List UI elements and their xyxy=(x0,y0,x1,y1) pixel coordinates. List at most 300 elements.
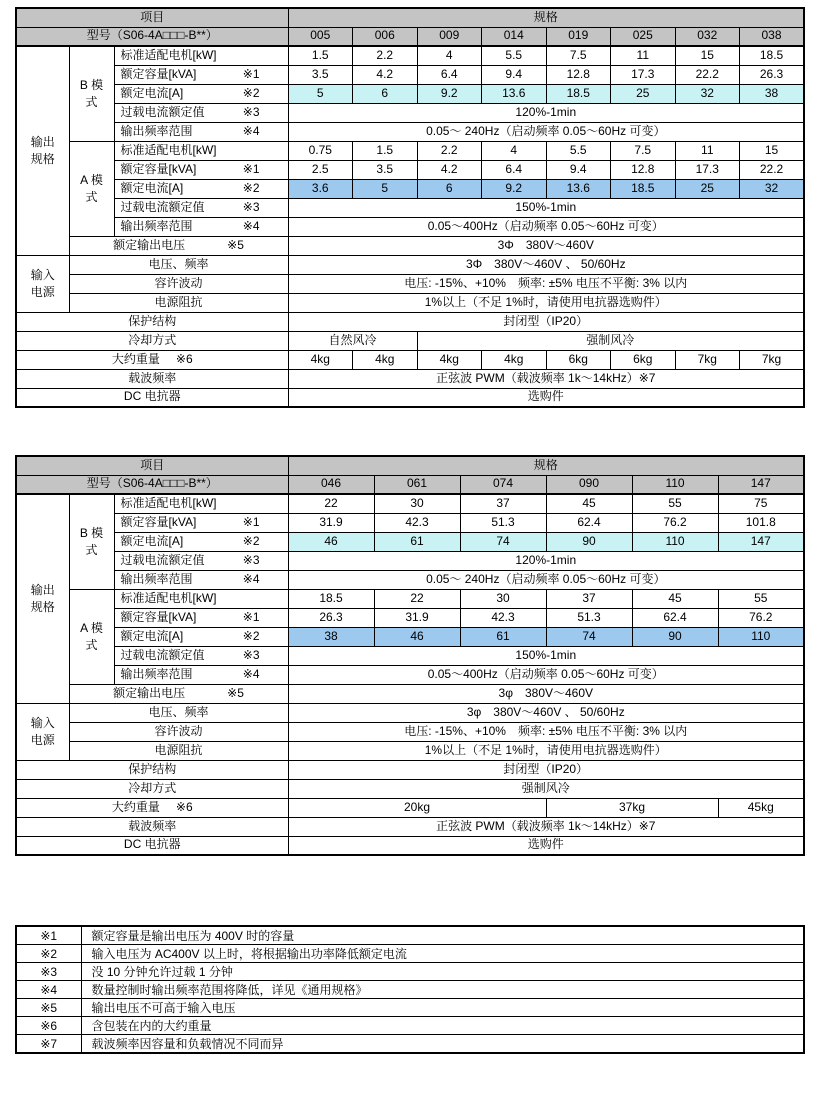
mode-label: B 模式 xyxy=(79,525,104,557)
value-cell: 0.05～ 240Hz（启动频率 0.05～60Hz 可变） xyxy=(288,122,804,141)
group-label: 输出规格 xyxy=(30,582,55,614)
table-row xyxy=(16,779,804,798)
footnote-mark: ※4 xyxy=(16,981,81,999)
footnote-text: 含包装在内的大约重量 xyxy=(81,1017,804,1035)
footnote-mark: ※2 xyxy=(16,945,81,963)
row-label-text: DC 电抗器 xyxy=(123,837,181,852)
value-cell: 封闭型（IP20） xyxy=(288,760,804,779)
value-cell: 2.2 xyxy=(353,46,418,65)
row-label-text: 电源阻抗 xyxy=(154,742,203,757)
table-row xyxy=(16,494,804,513)
row-label-cell xyxy=(114,65,288,84)
value-cell: 74 xyxy=(546,627,632,646)
table-row xyxy=(16,513,804,532)
column-header: 090 xyxy=(546,475,632,494)
footnotes-table xyxy=(15,925,805,1054)
row-label xyxy=(17,353,288,367)
value-cell: 封闭型（IP20） xyxy=(288,312,804,331)
row-label-cell xyxy=(16,798,288,817)
table-row xyxy=(16,198,804,217)
mode-cell xyxy=(69,589,114,684)
row-label-text: 过载电流额定值 xyxy=(120,647,205,662)
value-cell: 9.4 xyxy=(546,160,611,179)
row-label xyxy=(115,554,288,568)
column-header: 025 xyxy=(611,27,676,46)
value-cell: 11 xyxy=(675,141,740,160)
footnote-row xyxy=(16,981,804,999)
row-label xyxy=(115,535,288,549)
footnote-ref: ※4 xyxy=(242,571,260,586)
value-cell: 30 xyxy=(374,494,460,513)
row-label-cell xyxy=(69,722,288,741)
column-header: 032 xyxy=(675,27,740,46)
table-row xyxy=(16,84,804,103)
value-cell: 0.75 xyxy=(288,141,353,160)
value-cell: 37 xyxy=(546,589,632,608)
footnote-text: 没 10 分钟允许过载 1 分钟 xyxy=(81,963,804,981)
footnote-text: 输入电压为 AC400V 以上时，将根据输出功率降低额定电流 xyxy=(81,945,804,963)
value-cell: 0.05～400Hz（启动频率 0.05～60Hz 可变） xyxy=(288,217,804,236)
column-header: 074 xyxy=(460,475,546,494)
value-cell: 46 xyxy=(288,532,374,551)
value-cell: 62.4 xyxy=(632,608,718,627)
value-cell: 18.5 xyxy=(288,589,374,608)
row-label-text: 额定容量[kVA] xyxy=(120,609,197,624)
row-label xyxy=(115,87,288,101)
footnote-row xyxy=(16,926,804,945)
row-label-text: 额定电流[A] xyxy=(120,533,184,548)
row-label-cell xyxy=(69,255,288,274)
value-cell: 26.3 xyxy=(288,608,374,627)
footnote-mark: ※6 xyxy=(16,1017,81,1035)
value-cell: 51.3 xyxy=(460,513,546,532)
row-label-text: 保护结构 xyxy=(128,313,177,328)
item-header: 项目 xyxy=(16,456,288,475)
value-cell: 选购件 xyxy=(288,388,804,407)
group-label: 输出规格 xyxy=(30,134,55,166)
row-label-text: 额定容量[kVA] xyxy=(120,514,197,529)
table-row xyxy=(16,627,804,646)
table-row xyxy=(16,236,804,255)
row-label-text: 标准适配电机[kW] xyxy=(120,495,217,510)
value-cell: 4.2 xyxy=(353,65,418,84)
row-label-text: 冷却方式 xyxy=(128,332,177,347)
value-cell: 101.8 xyxy=(718,513,804,532)
row-label-cell xyxy=(114,589,288,608)
value-cell: 31.9 xyxy=(374,608,460,627)
footnote-row xyxy=(16,1017,804,1035)
mode-cell xyxy=(69,46,114,141)
row-label xyxy=(115,106,288,120)
value-cell: 26.3 xyxy=(740,65,805,84)
value-cell: 32 xyxy=(740,179,805,198)
table-row xyxy=(16,8,804,27)
value-cell: 18.5 xyxy=(546,84,611,103)
value-cell: 32 xyxy=(675,84,740,103)
value-cell: 37kg xyxy=(546,798,718,817)
row-label xyxy=(115,649,288,663)
row-label xyxy=(70,687,288,701)
footnote-ref: ※3 xyxy=(242,199,260,214)
input-group-cell xyxy=(16,255,69,312)
table-row xyxy=(16,293,804,312)
row-label xyxy=(115,668,288,682)
footnote-ref: ※6 xyxy=(175,799,193,814)
footnote-mark: ※7 xyxy=(16,1035,81,1054)
column-header: 014 xyxy=(482,27,547,46)
value-cell: 120%-1min xyxy=(288,103,804,122)
value-cell: 45 xyxy=(546,494,632,513)
value-cell: 76.2 xyxy=(632,513,718,532)
value-cell: 自然风冷 xyxy=(288,331,417,350)
row-label-cell xyxy=(16,312,288,331)
value-cell: 5 xyxy=(288,84,353,103)
table-row xyxy=(16,331,804,350)
table-row xyxy=(16,274,804,293)
value-cell: 22.2 xyxy=(740,160,805,179)
row-label-text: 容许波动 xyxy=(154,723,203,738)
row-label-text: 输出频率范围 xyxy=(120,218,193,233)
table-row xyxy=(16,532,804,551)
footnote-ref: ※2 xyxy=(242,85,260,100)
footnote-ref: ※1 xyxy=(242,161,260,176)
value-cell: 4 xyxy=(482,141,547,160)
column-header: 110 xyxy=(632,475,718,494)
spec-table-large-capacity xyxy=(15,455,805,856)
footnote-ref: ※5 xyxy=(227,237,244,252)
footnote-ref: ※1 xyxy=(242,514,260,529)
footnote-ref: ※1 xyxy=(242,609,260,624)
row-label xyxy=(17,782,288,796)
value-cell: 13.6 xyxy=(482,84,547,103)
footnote-row xyxy=(16,1035,804,1054)
value-cell: 3φ 380V～460V 、 50/60Hz xyxy=(288,703,804,722)
table-row xyxy=(16,836,804,855)
value-cell: 3Φ 380V～460V 、 50/60Hz xyxy=(288,255,804,274)
value-cell: 0.05～400Hz（启动频率 0.05～60Hz 可变） xyxy=(288,665,804,684)
row-label xyxy=(115,125,288,139)
value-cell: 1.5 xyxy=(288,46,353,65)
row-label-cell xyxy=(69,684,288,703)
value-cell: 22.2 xyxy=(675,65,740,84)
row-label xyxy=(115,516,288,530)
row-label xyxy=(17,390,288,404)
row-label-text: 额定输出电压 xyxy=(113,237,186,252)
footnote-ref: ※4 xyxy=(242,123,260,138)
value-cell: 55 xyxy=(718,589,804,608)
value-cell: 90 xyxy=(632,627,718,646)
row-label-text: 电压、频率 xyxy=(148,704,209,719)
row-label xyxy=(115,611,288,625)
row-label-text: 额定电流[A] xyxy=(120,180,184,195)
row-label xyxy=(115,573,288,587)
row-label-text: 额定电流[A] xyxy=(120,628,184,643)
spec-table-small-capacity xyxy=(15,7,805,408)
table-row xyxy=(16,350,804,369)
value-cell: 31.9 xyxy=(288,513,374,532)
footnote-mark: ※5 xyxy=(16,999,81,1017)
value-cell: 110 xyxy=(632,532,718,551)
value-cell: 30 xyxy=(460,589,546,608)
row-label-cell xyxy=(114,532,288,551)
table-row xyxy=(16,27,804,46)
row-label xyxy=(115,497,288,511)
value-cell: 5.5 xyxy=(482,46,547,65)
footnote-ref: ※3 xyxy=(242,647,260,662)
column-header: 046 xyxy=(288,475,374,494)
column-header: 038 xyxy=(740,27,805,46)
footnote-ref: ※2 xyxy=(242,628,260,643)
row-label-text: 标准适配电机[kW] xyxy=(120,142,217,157)
value-cell: 3.5 xyxy=(288,65,353,84)
value-cell: 3.5 xyxy=(353,160,418,179)
row-label xyxy=(17,838,288,852)
value-cell: 正弦波 PWM（载波频率 1k～14kHz）※7 xyxy=(288,817,804,836)
row-label-text: 输出频率范围 xyxy=(120,571,193,586)
table-row xyxy=(16,741,804,760)
row-label-text: DC 电抗器 xyxy=(123,389,181,404)
table-row xyxy=(16,475,804,494)
value-cell: 15 xyxy=(740,141,805,160)
column-header: 005 xyxy=(288,27,353,46)
column-header: 019 xyxy=(546,27,611,46)
input-group-cell xyxy=(16,703,69,760)
row-label-cell xyxy=(114,179,288,198)
table-row xyxy=(16,456,804,475)
value-cell: 55 xyxy=(632,494,718,513)
row-label xyxy=(17,801,288,815)
value-cell: 110 xyxy=(718,627,804,646)
value-cell: 电压: -15%、+10% 频率: ±5% 电压不平衡: 3% 以内 xyxy=(288,722,804,741)
table-row xyxy=(16,646,804,665)
model-cell: 型号（S06-4A□□□-B**） xyxy=(16,475,288,494)
value-cell: 38 xyxy=(740,84,805,103)
table-row xyxy=(16,388,804,407)
row-label xyxy=(115,182,288,196)
footnote-mark: ※1 xyxy=(16,926,81,945)
value-cell: 电压: -15%、+10% 频率: ±5% 电压不平衡: 3% 以内 xyxy=(288,274,804,293)
footnote-text: 载波频率因容量和负载情况不同而异 xyxy=(81,1035,804,1054)
footnote-row xyxy=(16,945,804,963)
row-label xyxy=(115,163,288,177)
row-label-cell xyxy=(114,46,288,65)
row-label-cell xyxy=(16,369,288,388)
value-cell: 9.4 xyxy=(482,65,547,84)
footnote-ref: ※2 xyxy=(242,533,260,548)
row-label-text: 过载电流额定值 xyxy=(120,199,205,214)
value-cell: 51.3 xyxy=(546,608,632,627)
row-label-cell xyxy=(114,84,288,103)
row-label-text: 输出频率范围 xyxy=(120,123,193,138)
table-row xyxy=(16,160,804,179)
value-cell: 选购件 xyxy=(288,836,804,855)
value-cell: 1%以上（不足 1%时，请使用电抗器选购件） xyxy=(288,293,804,312)
column-header: 147 xyxy=(718,475,804,494)
footnote-text: 输出电压不可高于输入电压 xyxy=(81,999,804,1017)
table-row xyxy=(16,46,804,65)
value-cell: 12.8 xyxy=(546,65,611,84)
value-cell: 147 xyxy=(718,532,804,551)
row-label-cell xyxy=(69,741,288,760)
value-cell: 4kg xyxy=(353,350,418,369)
row-label-text: 过载电流额定值 xyxy=(120,552,205,567)
value-cell: 强制风冷 xyxy=(417,331,804,350)
value-cell: 强制风冷 xyxy=(288,779,804,798)
row-label-cell xyxy=(16,836,288,855)
table-row xyxy=(16,817,804,836)
value-cell: 6 xyxy=(417,179,482,198)
value-cell: 61 xyxy=(460,627,546,646)
value-cell: 20kg xyxy=(288,798,546,817)
value-cell: 6.4 xyxy=(417,65,482,84)
row-label-cell xyxy=(114,513,288,532)
row-label-text: 保护结构 xyxy=(128,761,177,776)
row-label xyxy=(70,277,288,291)
value-cell: 22 xyxy=(288,494,374,513)
column-header: 006 xyxy=(353,27,418,46)
value-cell: 45 xyxy=(632,589,718,608)
row-label-text: 输出频率范围 xyxy=(120,666,193,681)
row-label-cell xyxy=(69,293,288,312)
table-row xyxy=(16,760,804,779)
value-cell: 42.3 xyxy=(374,513,460,532)
value-cell: 22 xyxy=(374,589,460,608)
table-row xyxy=(16,589,804,608)
table-row xyxy=(16,369,804,388)
row-label xyxy=(17,334,288,348)
value-cell: 12.8 xyxy=(611,160,676,179)
footnote-mark: ※3 xyxy=(16,963,81,981)
value-cell: 74 xyxy=(460,532,546,551)
mode-label: A 模式 xyxy=(80,620,103,652)
spec-header: 规格 xyxy=(288,456,804,475)
table-row xyxy=(16,684,804,703)
row-label-cell xyxy=(114,103,288,122)
table-row xyxy=(16,665,804,684)
row-label-text: 大约重量 xyxy=(111,799,160,814)
row-label-cell xyxy=(16,331,288,350)
mode-label: A 模式 xyxy=(80,172,103,204)
table-row xyxy=(16,608,804,627)
value-cell: 9.2 xyxy=(417,84,482,103)
value-cell: 17.3 xyxy=(675,160,740,179)
value-cell: 120%-1min xyxy=(288,551,804,570)
value-cell: 37 xyxy=(460,494,546,513)
footnote-ref: ※6 xyxy=(175,351,193,366)
row-label-text: 容许波动 xyxy=(154,275,203,290)
row-label-text: 过载电流额定值 xyxy=(120,104,205,119)
value-cell: 0.05～ 240Hz（启动频率 0.05～60Hz 可变） xyxy=(288,570,804,589)
row-label-cell xyxy=(114,665,288,684)
value-cell: 3Φ 380V～460V xyxy=(288,236,804,255)
footnote-ref: ※2 xyxy=(242,180,260,195)
row-label xyxy=(115,144,288,158)
value-cell: 25 xyxy=(611,84,676,103)
value-cell: 150%-1min xyxy=(288,198,804,217)
footnote-ref: ※4 xyxy=(242,666,260,681)
footnote-row xyxy=(16,963,804,981)
row-label-cell xyxy=(114,141,288,160)
value-cell: 3φ 380V～460V xyxy=(288,684,804,703)
value-cell: 11 xyxy=(611,46,676,65)
row-label xyxy=(115,49,288,63)
row-label-cell xyxy=(16,350,288,369)
footnote-ref: ※3 xyxy=(242,104,260,119)
value-cell: 42.3 xyxy=(460,608,546,627)
row-label-cell xyxy=(16,817,288,836)
row-label xyxy=(70,239,288,253)
row-label-text: 电源阻抗 xyxy=(154,294,203,309)
value-cell: 5 xyxy=(353,179,418,198)
row-label-text: 标准适配电机[kW] xyxy=(120,47,217,62)
row-label xyxy=(70,744,288,758)
value-cell: 6 xyxy=(353,84,418,103)
table-row xyxy=(16,141,804,160)
value-cell: 2.5 xyxy=(288,160,353,179)
value-cell: 150%-1min xyxy=(288,646,804,665)
row-label-cell xyxy=(114,627,288,646)
row-label-cell xyxy=(114,122,288,141)
model-cell: 型号（S06-4A□□□-B**） xyxy=(16,27,288,46)
value-cell: 18.5 xyxy=(740,46,805,65)
value-cell: 4 xyxy=(417,46,482,65)
row-label xyxy=(17,820,288,834)
value-cell: 62.4 xyxy=(546,513,632,532)
row-label xyxy=(17,763,288,777)
row-label-cell xyxy=(114,198,288,217)
group-label: 输入电源 xyxy=(30,715,55,747)
value-cell: 76.2 xyxy=(718,608,804,627)
row-label xyxy=(70,706,288,720)
output-group-cell xyxy=(16,494,69,703)
row-label xyxy=(17,372,288,386)
footnote-ref: ※1 xyxy=(242,66,260,81)
table-row xyxy=(16,703,804,722)
row-label-cell xyxy=(16,388,288,407)
value-cell: 9.2 xyxy=(482,179,547,198)
row-label xyxy=(70,725,288,739)
value-cell: 13.6 xyxy=(546,179,611,198)
mode-label: B 模式 xyxy=(79,77,104,109)
row-label-cell xyxy=(16,760,288,779)
column-header: 009 xyxy=(417,27,482,46)
footnote-ref: ※5 xyxy=(227,685,244,700)
row-label-text: 标准适配电机[kW] xyxy=(120,590,217,605)
value-cell: 1%以上（不足 1%时，请使用电抗器选购件） xyxy=(288,741,804,760)
table-row xyxy=(16,103,804,122)
value-cell: 15 xyxy=(675,46,740,65)
row-label-cell xyxy=(69,703,288,722)
table-row xyxy=(16,312,804,331)
footnote-ref: ※4 xyxy=(242,218,260,233)
value-cell: 4kg xyxy=(288,350,353,369)
footnote-ref: ※3 xyxy=(242,552,260,567)
table-row xyxy=(16,179,804,198)
value-cell: 5.5 xyxy=(546,141,611,160)
value-cell: 38 xyxy=(288,627,374,646)
row-label xyxy=(70,296,288,310)
item-header: 项目 xyxy=(16,8,288,27)
value-cell: 6.4 xyxy=(482,160,547,179)
value-cell: 61 xyxy=(374,532,460,551)
table-row xyxy=(16,217,804,236)
table-row xyxy=(16,798,804,817)
value-cell: 7.5 xyxy=(546,46,611,65)
mode-cell xyxy=(69,494,114,589)
value-cell: 75 xyxy=(718,494,804,513)
row-label-text: 额定电流[A] xyxy=(120,85,184,100)
row-label-cell xyxy=(114,160,288,179)
